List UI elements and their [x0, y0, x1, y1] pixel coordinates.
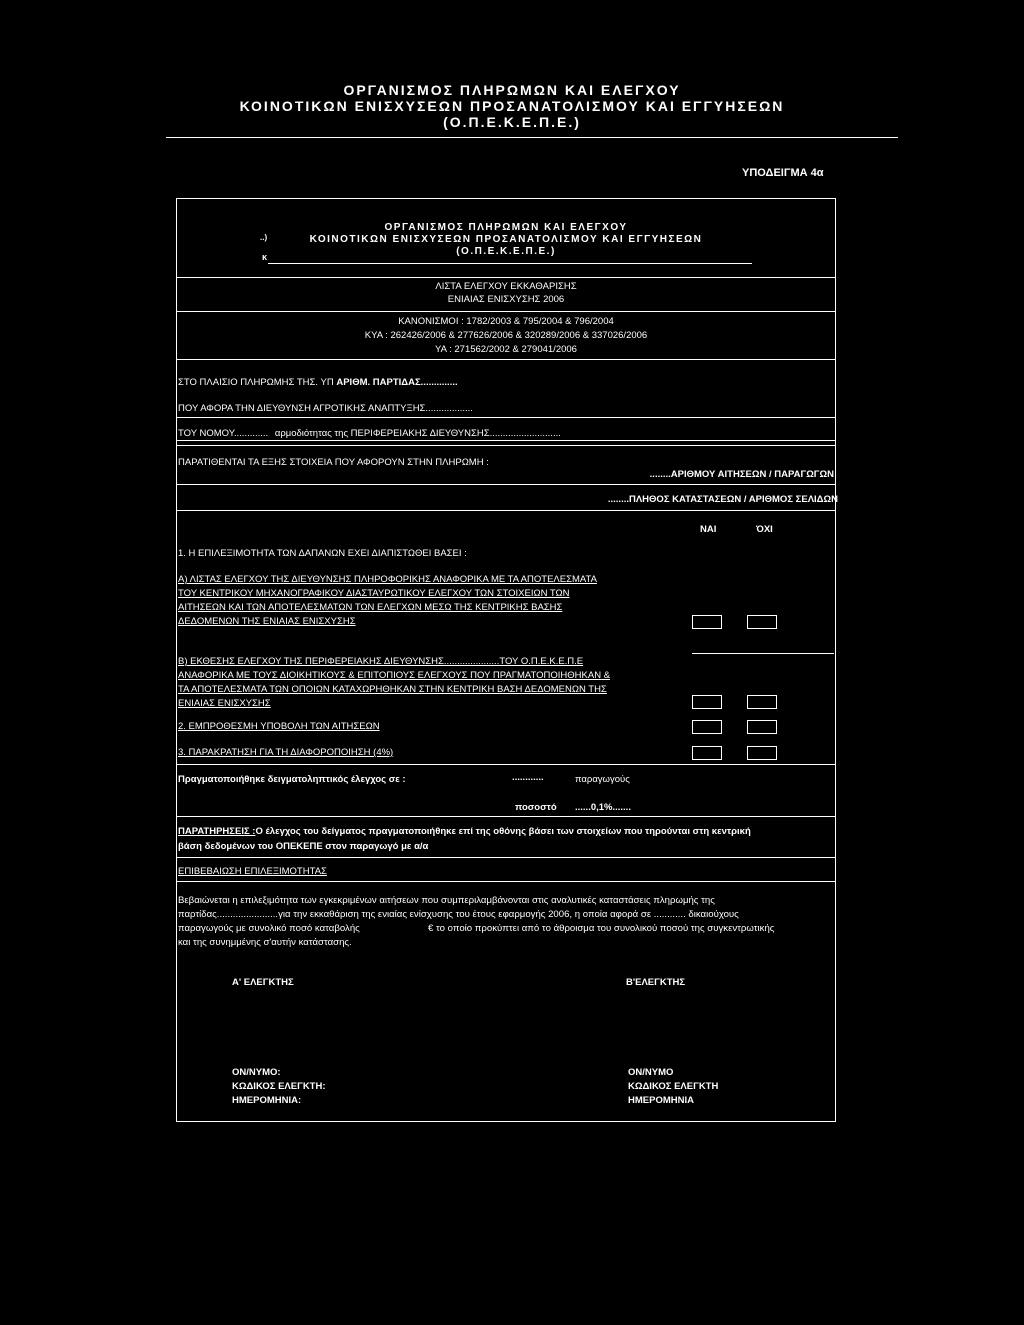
item1a-yes-checkbox[interactable] — [692, 615, 722, 629]
regulations-line3: ΥΑ : 271562/2002 & 279041/2006 — [435, 344, 577, 355]
prefecture-line — [178, 428, 561, 439]
header-divider — [166, 137, 898, 138]
form-header-line1: ΟΡΓΑΝΙΣΜΟΣ ΠΛΗΡΩΜΩΝ ΚΑΙ ΕΛΕΓΧΟΥ — [384, 222, 628, 233]
title-bottom-rule — [176, 311, 836, 312]
item3-no-checkbox[interactable] — [747, 746, 777, 760]
form-header-mark-left: κ — [262, 252, 268, 262]
sampling-percent-label: ποσοστό — [515, 802, 557, 813]
sampling-dots: ............ — [512, 772, 544, 783]
form-header-line2: ΚΟΙΝΟΤΙΚΩΝ ΕΝΙΣΧΥΣΕΩΝ ΠΡΟΣΑΝΑΤΟΛΙΣΜΟΥ ΚΑΙ ΕΓΓΥΗΣΕΩΝ — [309, 234, 703, 245]
form-header-divider — [268, 263, 752, 264]
remarks-line1 — [178, 826, 751, 837]
item3-label: 3. ΠΑΡΑΚΡΑΤΗΣΗ ΓΙΑ ΤΗ ΔΙΑΦΟΡΟΠΟΙΗΣΗ (4%) — [178, 747, 394, 758]
count-statements: ........ΠΛΗΘΟΣ ΚΑΤΑΣΤΑΣΕΩΝ / ΑΡΙΘΜΟΣ ΣΕΛΙΔΩΝ — [607, 494, 838, 505]
page-header-line3: (Ο.Π.Ε.Κ.Ε.Π.Ε.) — [443, 114, 581, 130]
eligibility-line3b: € το οποίο προκύπτει από το άθροισμα του συνολικού ποσού της συγκεντρωτικής — [428, 923, 775, 934]
title-line2: ΕΝΙΑΙΑΣ ΕΝΙΣΧΥΣΗΣ 2006 — [447, 294, 565, 305]
item2-yes-checkbox[interactable] — [692, 720, 722, 734]
page-header-line2: ΚΟΙΝΟΤΙΚΩΝ ΕΝΙΣΧΥΣΕΩΝ ΠΡΟΣΑΝΑΤΟΛΙΣΜΟΥ ΚΑΙ ΕΓΓΥΗΣΕΩΝ — [239, 98, 785, 114]
eligibility-line3a: παραγωγούς με συνολικό ποσό καταβολής — [178, 923, 360, 934]
item2-label: 2. ΕΜΠΡΟΘΕΣΜΗ ΥΠΟΒΟΛΗ ΤΩΝ ΑΙΤΗΣΕΩΝ — [178, 721, 380, 732]
regulations-bottom-rule — [176, 359, 836, 360]
count-applications: ........ΑΡΙΘΜΟΥ ΑΙΤΗΣΕΩΝ / ΠΑΡΑΓΩΓΩΝ — [649, 469, 834, 480]
sampling-label: Πραγματοποιήθηκε δειγματοληπτικός έλεγχος σε : — [178, 774, 406, 785]
form-header-mark-small: ..) — [260, 233, 268, 242]
no-column-label: ΌΧΙ — [756, 524, 773, 535]
competence-text: αρμοδιότητας της ΠΕΡΙΦΕΡΕΙΑΚΗΣ ΔΙΕΥΘΥΝΣΗΣ........................... — [274, 428, 561, 439]
auditor-a-name: ΟΝ/ΝΥΜΟ: — [232, 1067, 281, 1078]
item1b-line3: ΤΑ ΑΠΟΤΕΛΕΣΜΑΤΑ ΤΩΝ ΟΠΟΙΩΝ ΚΑΤΑΧΩΡΗΘΗΚΑΝ ΣΤΗΝ ΚΕΝΤΡΙΚΗ ΒΑΣΗ ΔΕΔΟΜΕΝΩΝ ΤΗΣ — [178, 684, 607, 695]
item1b-yes-checkbox[interactable] — [692, 695, 722, 709]
payment-batch-number: ΑΡΙΘΜ. ΠΑΡΤΙΔΑΣ.............. — [336, 377, 458, 388]
item1-title: 1. Η ΕΠΙΛΕΞΙΜΟΤΗΤΑ ΤΩΝ ΔΑΠΑΝΩΝ ΕΧΕΙ ΔΙΑΠΙΣΤΩΘΕΙ ΒΑΣΕΙ : — [178, 548, 467, 559]
eligibility-heading: ΕΠΙΒΕΒΑΙΩΣΗ ΕΠΙΛΕΞΙΜΟΤΗΤΑΣ — [178, 866, 327, 877]
item2-no-checkbox[interactable] — [747, 720, 777, 734]
prefecture-rule-1 — [176, 440, 836, 441]
title-line1: ΛΙΣΤΑ ΕΛΕΓΧΟΥ ΕΚΚΑΘΑΡΙΣΗΣ — [435, 281, 577, 292]
eligibility-line4: και της συνημμένης σ'αυτήν κατάστασης. — [178, 937, 352, 948]
template-label: ΥΠΟΔΕΙΓΜΑ 4α — [742, 167, 824, 179]
eligibility-line1: Βεβαιώνεται η επιλεξιμότητα των εγκεκριμένων αιτήσεων που συμπεριλαμβάνονται στις αναλυτικές καταστάσεις πληρωμής της — [178, 895, 715, 906]
eligibility-heading-rule — [176, 881, 836, 882]
checklist-bottom-rule — [176, 764, 836, 765]
auditor-a-title: Α' ΕΛΕΓΚΤΗΣ — [232, 977, 294, 988]
item1b-rule — [692, 653, 834, 654]
sampling-bottom-rule — [176, 816, 836, 817]
item1a-line3: ΑΙΤΗΣΕΩΝ ΚΑΙ ΤΩΝ ΑΠΟΤΕΛΕΣΜΑΤΩΝ ΤΩΝ ΕΛΕΓΧΩΝ ΜΕΣΩ ΤΗΣ ΚΕΝΤΡΙΚΗΣ ΒΑΣΗΣ — [178, 602, 563, 613]
remarks-label: ΠΑΡΑΤΗΡΗΣΕΙΣ : — [178, 826, 256, 837]
submission-rule — [176, 484, 836, 485]
auditor-b-code: ΚΩΔΙΚΟΣ ΕΛΕΓΚΤΗ — [628, 1081, 719, 1092]
auditor-a-date: ΗΜΕΡΟΜΗΝΙΑ: — [232, 1095, 302, 1106]
item1a-line2: ΤΟΥ ΚΕΝΤΡΙΚΟΥ ΜΗΧΑΝΟΓΡΑΦΙΚΟΥ ΔΙΑΣΤΑΥΡΩΤΙΚΟΥ ΕΛΕΓΧΟΥ ΤΩΝ ΣΤΟΙΧΕΙΩΝ ΤΩΝ — [178, 588, 570, 599]
auditor-a-code: ΚΩΔΙΚΟΣ ΕΛΕΓΚΤΗ: — [232, 1081, 326, 1092]
regulations-line1: ΚΑΝΟΝΙΣΜΟΙ : 1782/2003 & 795/2004 & 796/2004 — [398, 316, 614, 327]
regulations-line2: ΚΥΑ : 262426/2006 & 277626/2006 & 320289/2006 & 337026/2006 — [364, 330, 648, 341]
item1b-line4: ΕΝΙΑΙΑΣ ΕΝΙΣΧΥΣΗΣ — [178, 698, 271, 709]
form-header-line3: (Ο.Π.Ε.Κ.Ε.Π.Ε.) — [456, 246, 556, 257]
title-top-rule — [176, 277, 836, 278]
item1a-line1: Α) ΛΙΣΤΑΣ ΕΛΕΓΧΟΥ ΤΗΣ ΔΙΕΥΘΥΝΣΗΣ ΠΛΗΡΟΦΟΡΙΚΗΣ ΑΝΑΦΟΡΙΚΑ ΜΕ ΤΑ ΑΠΟΤΕΛΕΣΜΑΤΑ — [178, 574, 597, 585]
prefecture-label: ΤΟΥ ΝΟΜΟΥ............. — [178, 428, 269, 439]
remarks-line2: βάση δεδομένων του ΟΠΕΚΕΠΕ στον παραγωγό με α/α — [178, 841, 429, 852]
yes-column-label: ΝΑΙ — [700, 524, 717, 535]
statements-rule — [176, 510, 836, 511]
page-header-line1: ΟΡΓΑΝΙΣΜΟΣ ΠΛΗΡΩΜΩΝ ΚΑΙ ΕΛΕΓΧΟΥ — [343, 82, 681, 98]
auditor-b-title: Β'ΕΛΕΓΚΤΗΣ — [626, 977, 686, 988]
item1a-no-checkbox[interactable] — [747, 615, 777, 629]
auditor-b-name: ΟΝ/ΝΥΜΟ — [628, 1067, 674, 1078]
sampling-producers: παραγωγούς — [575, 774, 630, 785]
remarks-text-1: Ο έλεγχος του δείγματος πραγματοποιήθηκε επί της οθόνης βάσει των στοιχείων που τηρούνται στη κεντρική — [255, 826, 751, 837]
payment-batch-line — [178, 377, 458, 388]
submission-intro: ΠΑΡΑΤΙΘΕΝΤΑΙ ΤΑ ΕΞΗΣ ΣΤΟΙΧΕΙΑ ΠΟΥ ΑΦΟΡΟΥΝ ΣΤΗΝ ΠΛΗΡΩΜΗ : — [178, 457, 489, 468]
directorate-rule — [176, 417, 836, 418]
item1b-no-checkbox[interactable] — [747, 695, 777, 709]
prefecture-rule-2 — [176, 445, 836, 446]
item1b-line2: ΑΝΑΦΟΡΙΚΑ ΜΕ ΤΟΥΣ ΔΙΟΙΚΗΤΙΚΟΥΣ & ΕΠΙΤΟΠΙΟΥΣ ΕΛΕΓΧΟΥΣ ΠΟΥ ΠΡΑΓΜΑΤΟΠΟΙΗΘΗΚΑΝ & — [178, 670, 611, 681]
sampling-percent-value: ......0,1%....... — [575, 802, 631, 813]
eligibility-line2: παρτίδας.......................για την εκκαθάριση της ενιαίας ενίσχυσης του έτους εφαρμογής 2006, η οποία αφορά σε ............ δικαιούχους — [178, 909, 739, 920]
auditor-b-date: ΗΜΕΡΟΜΗΝΙΑ — [628, 1095, 694, 1106]
directorate-line: ΠΟΥ ΑΦΟΡΑ ΤΗΝ ΔΙΕΥΘΥΝΣΗ ΑΓΡΟΤΙΚΗΣ ΑΝΑΠΤΥΞΗΣ.................. — [178, 403, 473, 414]
remarks-bottom-rule — [176, 857, 836, 858]
payment-batch-prefix: ΣΤΟ ΠΛΑΙΣΙΟ ΠΛΗΡΩΜΗΣ ΤΗΣ. ΥΠ — [178, 377, 337, 388]
item1a-line4: ΔΕΔΟΜΕΝΩΝ ΤΗΣ ΕΝΙΑΙΑΣ ΕΝΙΣΧΥΣΗΣ — [178, 616, 356, 627]
item3-yes-checkbox[interactable] — [692, 746, 722, 760]
item1b-line1: Β) ΕΚΘΕΣΗΣ ΕΛΕΓΧΟΥ ΤΗΣ ΠΕΡΙΦΕΡΕΙΑΚΗΣ ΔΙΕΥΘΥΝΣΗΣ.....................ΤΟΥ Ο.Π.Ε.Κ.Ε.Π.Ε — [178, 656, 584, 667]
